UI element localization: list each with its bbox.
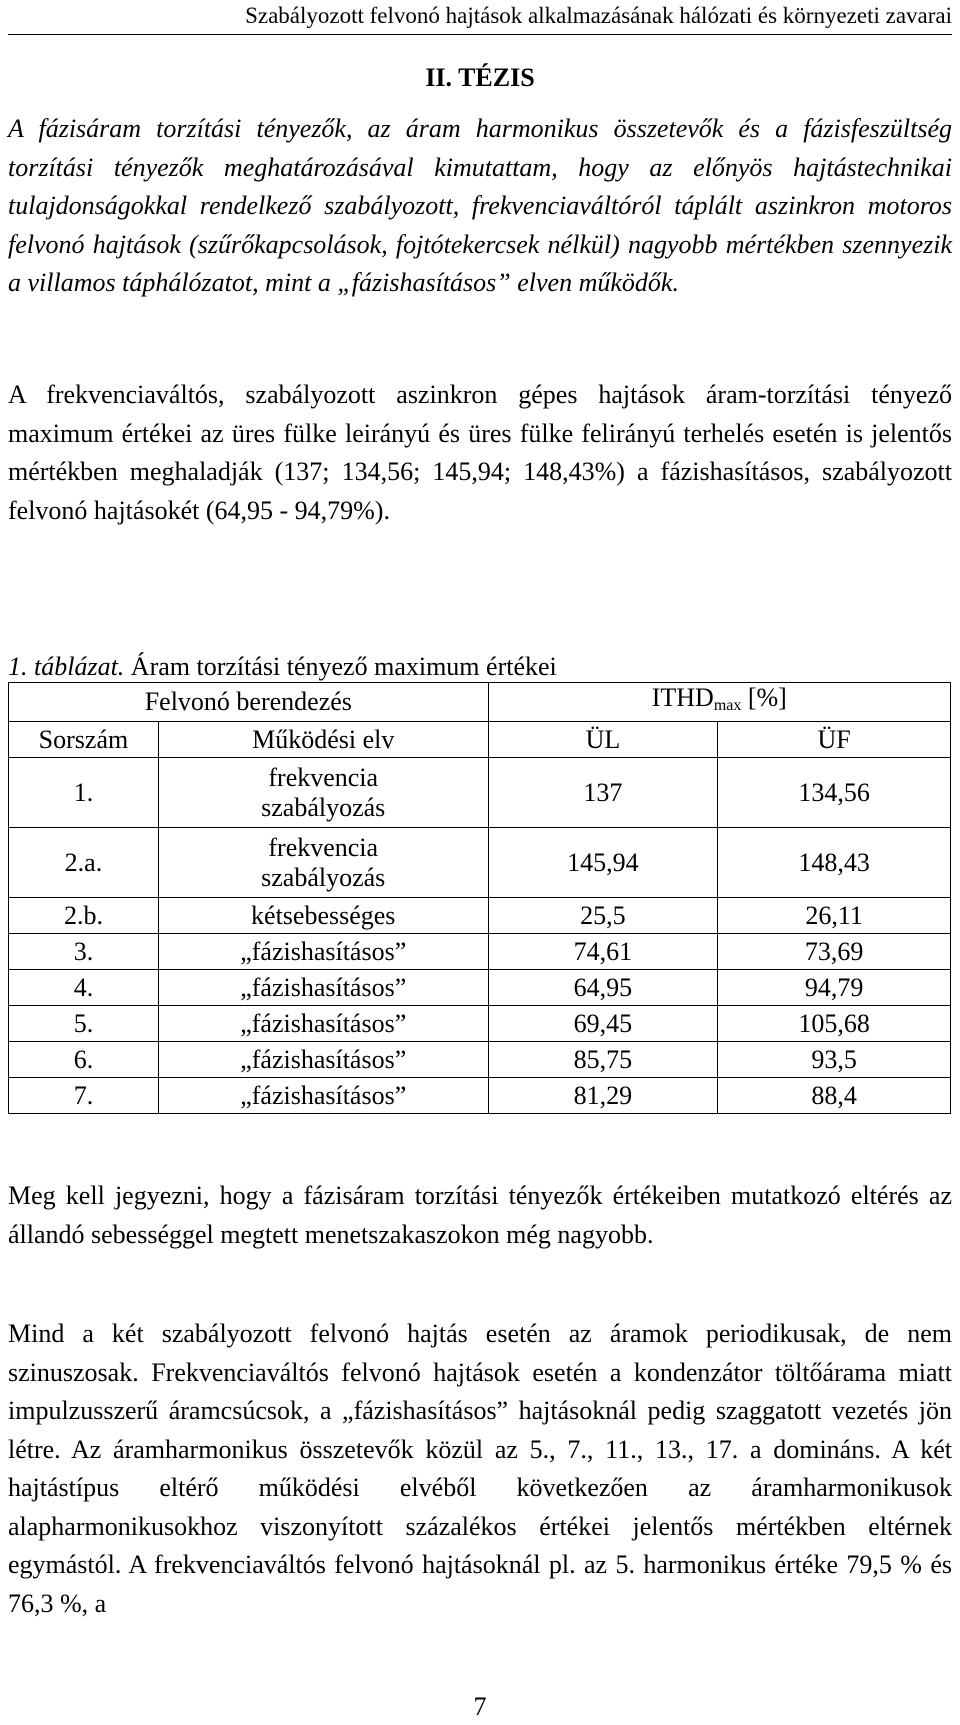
row-principle: „fázishasításos” — [158, 1006, 488, 1042]
row-ul-value: 25,5 — [488, 898, 718, 934]
col-header-mukodesi-elv: Működési elv — [158, 722, 488, 758]
row-uf-value: 134,56 — [718, 758, 951, 828]
row-uf-value: 105,68 — [718, 1006, 951, 1042]
ithd-subscript: max — [713, 697, 742, 714]
row-number: 1. — [9, 758, 159, 828]
table-group-header-row — [9, 683, 951, 722]
row-principle-line1: frekvencia — [268, 832, 379, 862]
row-number: 2.a. — [9, 828, 159, 898]
row-number: 6. — [9, 1042, 159, 1078]
row-principle-line2: szabályozás — [261, 862, 386, 892]
row-ul-value: 81,29 — [488, 1078, 718, 1114]
distortion-table — [8, 682, 951, 1114]
table-row — [9, 1042, 951, 1078]
running-header: Szabályozott felvonó hajtások alkalmazásának hálózati és környezeti zavarai — [8, 0, 952, 35]
row-uf-value: 93,5 — [718, 1042, 951, 1078]
row-principle: „fázishasításos” — [158, 1042, 488, 1078]
group-header-right — [488, 683, 950, 722]
group-header-left: Felvonó berendezés — [9, 683, 489, 722]
row-principle: „fázishasításos” — [158, 1078, 488, 1114]
table-caption — [8, 650, 557, 684]
row-uf-value: 148,43 — [718, 828, 951, 898]
row-number: 5. — [9, 1006, 159, 1042]
row-principle-line2: szabályozás — [261, 792, 386, 822]
table-row — [9, 970, 951, 1006]
row-principle-line1: frekvencia — [268, 762, 379, 792]
table-row — [9, 828, 951, 898]
row-principle: kétsebességes — [158, 898, 488, 934]
ithd-label: ITHD — [651, 683, 714, 712]
row-number: 4. — [9, 970, 159, 1006]
row-ul-value: 137 — [488, 758, 718, 828]
table-row — [9, 898, 951, 934]
row-ul-value: 69,45 — [488, 1006, 718, 1042]
row-ul-value: 85,75 — [488, 1042, 718, 1078]
row-uf-value: 94,79 — [718, 970, 951, 1006]
table-caption-text: Áram torzítási tényező maximum értékei — [130, 652, 557, 681]
row-number: 2.b. — [9, 898, 159, 934]
table-row — [9, 1078, 951, 1114]
row-uf-value: 88,4 — [718, 1078, 951, 1114]
row-principle: „fázishasításos” — [158, 970, 488, 1006]
row-principle — [158, 758, 488, 828]
row-uf-value: 73,69 — [718, 934, 951, 970]
row-number: 3. — [9, 934, 159, 970]
row-principle — [158, 828, 488, 898]
row-number: 7. — [9, 1078, 159, 1114]
body-paragraph-3: Mind a két szabályozott felvonó hajtás esetén az áramok periodikusak, de nem szinuszosak. Frekvenciaváltós felvonó hajtások esetén a kondenzátor töltőárama miatt impulzusszerű áramcsúcsok, a „fázishasításos” hajtásoknál pedig szaggatott vezetés jön létre. Az áramharmonikus összetevők közül az 5., 7., 11., 13., 17. a domináns. A két hajtástípus eltérő működési elvéből következően az áramharmonikusok alapharmonikusokhoz viszonyított százalékos értékei jelentős mértékben eltérnek egymástól. A frekvenciaváltós felvonó hajtásoknál pl. az 5. harmonikus értéke 79,5 % és 76,3 %, a — [8, 1319, 952, 1618]
page-number: 7 — [473, 1692, 487, 1721]
table-row — [9, 934, 951, 970]
row-uf-value: 26,11 — [718, 898, 951, 934]
table-row — [9, 1006, 951, 1042]
table-caption-number: 1. táblázat. — [8, 652, 125, 681]
body-paragraph-2: Meg kell jegyezni, hogy a fázisáram torzítási tényezők értékeiben mutatkozó eltérés az állandó sebességgel megtett menetszakaszokon még nagyobb. — [8, 1181, 952, 1249]
thesis-paragraph: A fázisáram torzítási tényezők, az áram harmonikus összetevők és a fázisfeszültség torzítási tényezők meghatározásával kimutattam, hogy az előnyös hajtástechnikai tulajdonságokkal rendelkező szabályozott, frekvenciaváltóról táplált aszinkron motoros felvonó hajtások (szűrőkapcsolások, fojtótekercsek nélkül) nagyobb mértékben szennyezik a villamos táphálózatot, mint a „fázishasításos” elven működők. — [8, 114, 952, 297]
table-column-header-row — [9, 722, 951, 758]
body-paragraph-1: A frekvenciaváltós, szabályozott aszinkron gépes hajtások áram-torzítási tényező maximum értékei az üres fülke leirányú és üres fülke felirányú terhelés esetén is jelentős mértékben meghaladják (137; 134,56; 145,94; 148,43%) a fázishasításos, szabályozott felvonó hajtásokét (64,95 - 94,79%). — [8, 380, 952, 525]
section-heading: II. TÉZIS — [425, 63, 535, 92]
ithd-unit: [%] — [747, 683, 787, 712]
col-header-sorszam: Sorszám — [9, 722, 159, 758]
row-principle: „fázishasításos” — [158, 934, 488, 970]
row-ul-value: 145,94 — [488, 828, 718, 898]
row-ul-value: 74,61 — [488, 934, 718, 970]
table-row — [9, 758, 951, 828]
col-header-ul: ÜL — [488, 722, 718, 758]
row-ul-value: 64,95 — [488, 970, 718, 1006]
col-header-uf: ÜF — [718, 722, 951, 758]
